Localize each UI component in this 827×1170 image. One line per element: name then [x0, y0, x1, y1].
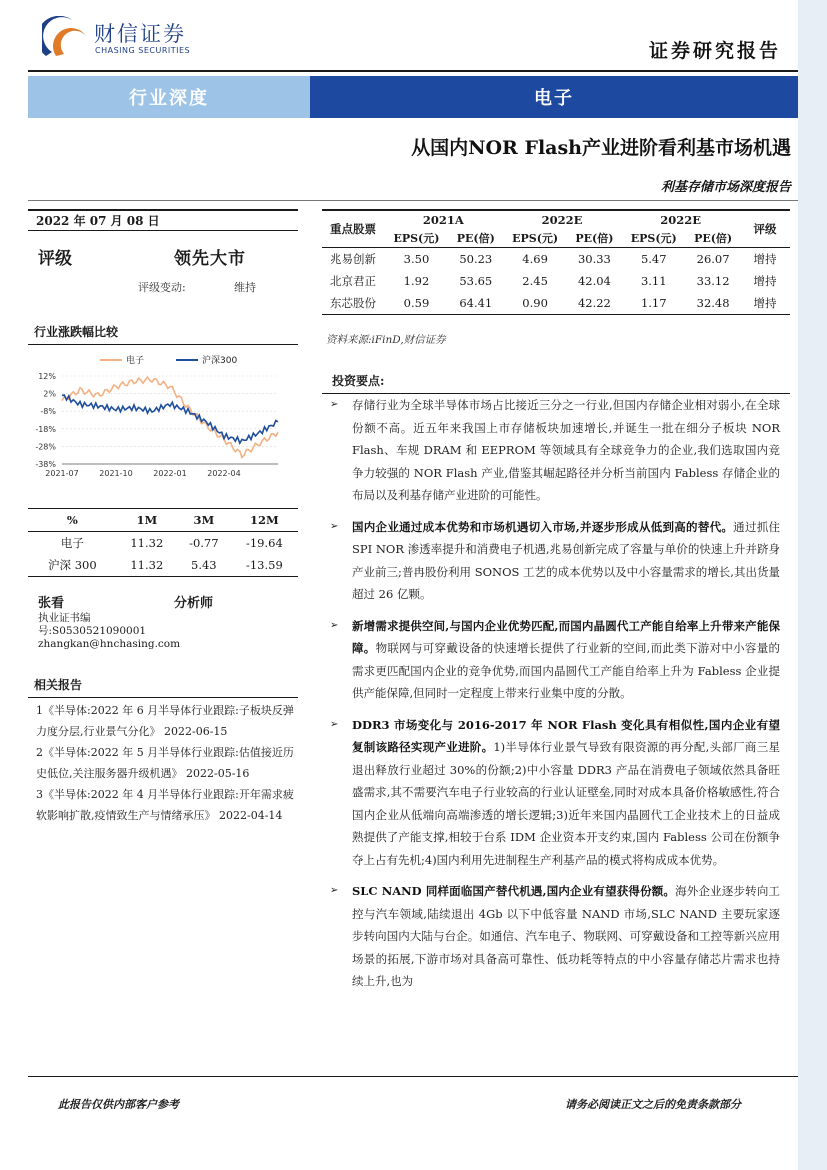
stocks-subheader: EPS(元)	[621, 229, 686, 248]
page-side-strip	[798, 0, 827, 1170]
stocks-year-header: 2022E	[503, 210, 622, 229]
x-tick-label: 2022-01	[153, 469, 187, 478]
table-row	[28, 532, 298, 555]
y-tick-label: 2%	[43, 389, 56, 399]
arrow-bullet-icon: ➢	[330, 718, 339, 730]
point-lead: 新增需求提供空间,与国内企业优势匹配,而国内晶圆代工产能自给率上升带来产能保障。	[352, 618, 780, 655]
performance-header: %	[28, 509, 117, 532]
stocks-subheader-row	[322, 229, 790, 248]
point-text: 1)半导体行业景气导致有限资源的再分配,头部厂商三星退出释放行业超过 30%的份额;2)中小容量 DDR3 产品在消费电子领域依然具备旺盛需求,其不需要汽车电子行业较高的行业认证壁垒,同时对成本具备价格敏感性,符合国内企业从低端向高端渗透的增长逻辑;3)近年来国内晶圆代工企业技术上的日益成熟提供了产能支撑,相较于台系 IDM 企业资本开支约束,国内 Fabless 公司在份额争夺上占有先机;4)国内利用先进制程生产利基产品的模式将构成成本优势。	[352, 740, 780, 867]
table-cell: 4.69	[522, 252, 548, 266]
report-subtitle: 利基存储市场深度报告	[660, 180, 791, 195]
table-cell: 3.11	[640, 274, 667, 288]
company-name-en: CHASING SECURITIES	[95, 46, 191, 55]
stocks-year-header: 2021A	[384, 210, 503, 229]
report-title: 从国内NOR Flash产业进阶看利基市场机遇	[411, 137, 791, 159]
category-band: 行业深度	[28, 76, 310, 118]
y-tick-label: -8%	[40, 407, 56, 417]
x-tick-label: 2021-10	[99, 469, 133, 478]
table-cell: 电子	[60, 536, 84, 550]
stocks-year-header: 2022E	[621, 210, 740, 229]
footer-left: 此报告仅供内部客户参考	[58, 1098, 179, 1111]
related-reports-title: 相关报告	[28, 676, 298, 698]
table-cell: 11.32	[117, 554, 177, 577]
y-tick-label: 12%	[38, 372, 56, 381]
table-cell: -13.59	[231, 554, 298, 577]
series-line-0	[62, 377, 278, 457]
point-text: 通过抓住 SPI NOR 渗透率提升和消费电子机遇,兆易创新完成了容量与单价的快速上升并跻身产业前三;普冉股份利用 SONOS 工艺的成本优势以及中小容量需求的增长,其出货量超过 26 亿颗。	[352, 519, 781, 601]
stock-name: 东芯股份	[322, 292, 384, 315]
table-cell: 30.33	[577, 252, 611, 266]
stocks-subheader: PE(倍)	[568, 229, 622, 248]
performance-header-row	[28, 509, 298, 532]
stock-name: 兆易创新	[330, 252, 376, 266]
subtitle-divider	[28, 200, 798, 201]
investment-point	[322, 615, 780, 705]
table-cell: 50.23	[459, 252, 493, 266]
analyst-cert-label: 执业证书编	[38, 612, 91, 624]
point-text: 海外企业逐步转向工控与汽车领域,陆续退出 4Gb 以下中低容量 NAND 市场,SLC NAND 主要玩家逐步转向国内大陆与台企。如通信、汽车电子、物联网、可穿戴设备和工控等新兴应用场景的拓展,下游市场对具备高可靠性、低功耗等特点的中小容量存储芯片需求也持续上升,也为	[352, 884, 780, 988]
related-report-item[interactable]: 3《半导体:2022 年 4 月半导体行业跟踪:开年需求疲软影响扩散,疫情致生产与情绪承压》 2022-04-14	[36, 788, 294, 822]
investment-title: 投资要点:	[322, 372, 790, 394]
chart-axes	[35, 372, 278, 478]
table-cell: 0.59	[384, 292, 449, 315]
stock-rating: 增持	[753, 274, 777, 288]
table-cell: 5.43	[177, 554, 231, 577]
table-cell: 64.41	[449, 292, 503, 315]
stock-rating: 增持	[753, 252, 777, 266]
arrow-bullet-icon: ➢	[330, 520, 339, 532]
stocks-subheader: EPS(元)	[503, 229, 568, 248]
x-tick-label: 2022-04	[207, 469, 241, 478]
stocks-subheader: EPS(元)	[384, 229, 449, 248]
y-tick-label: -28%	[35, 442, 56, 452]
point-lead: 国内企业通过成本优势和市场机遇切入市场,并逐步形成从低到高的替代。	[352, 519, 734, 534]
performance-header: 3M	[177, 509, 231, 532]
logo-mark-icon	[42, 16, 90, 60]
point-text: 物联网与可穿戴设备的快速增长提供了行业新的空间,而此类下游对中小容量的需求更匹配国内企业的竞争优势,而国内晶圆代工产能自给率上升为 Fabless 企业提供产能保障,但同时一定程度上带来行业集中度的分散。	[352, 641, 780, 700]
point-text: 存储行业为全球半导体市场占比接近三分之一行业,但国内存储企业相对弱小,在全球份额不高。近五年来我国上市存储板块加速增长,并诞生一批在细分子板块 NOR Flash、车规 DRAM 和 EEPROM 等领域具有全球竞争力的企业,我们选取国内竞争力较强的 NOR Flash 产业,借鉴其崛起路径并分析当前国内 Fabless 存储企业的布局以及利基存储产业进阶的可能性。	[352, 398, 780, 502]
analyst-name: 张看	[38, 596, 65, 611]
industry-band: 电子	[310, 76, 798, 118]
series-line-1	[62, 395, 278, 443]
report-date: 2022 年 07 月 08 日	[28, 209, 298, 231]
table-cell: 1.17	[621, 292, 686, 315]
footer-divider	[28, 1076, 798, 1077]
analyst-cert-number: 号:S0530521090001	[38, 625, 147, 637]
investment-point	[322, 880, 780, 993]
table-cell: 11.32	[130, 536, 164, 550]
investment-points	[322, 394, 780, 1002]
stocks-head-label: 重点股票	[322, 210, 384, 248]
table-cell: 26.07	[696, 252, 730, 266]
arrow-bullet-icon: ➢	[330, 399, 339, 410]
arrow-bullet-icon: ➢	[330, 619, 339, 631]
y-tick-label: -38%	[35, 460, 56, 469]
investment-point	[322, 714, 780, 872]
company-name: 财信证券	[94, 22, 186, 46]
table-cell: 33.12	[696, 274, 730, 288]
table-cell: 32.48	[686, 292, 740, 315]
point-lead: DDR3 市场变化与 2016-2017 年 NOR Flash 变化具有相似性,国内企业有望复制该路径实现产业进阶。	[352, 717, 780, 754]
table-cell: 53.65	[459, 274, 493, 288]
table-cell: 5.47	[640, 252, 667, 266]
rating-value: 领先大市	[174, 249, 246, 269]
rating-change-value: 维持	[234, 281, 256, 294]
rating-label: 评级	[38, 249, 72, 269]
performance-header: 1M	[117, 509, 177, 532]
x-tick-label: 2021-07	[45, 469, 79, 478]
investment-point	[322, 394, 780, 507]
analyst-block	[28, 592, 298, 651]
table-cell: -0.77	[189, 536, 219, 550]
stocks-subheader: PE(倍)	[686, 229, 740, 248]
rating-row	[28, 240, 298, 270]
footer-right: 请务必阅读正文之后的免责条款部分	[565, 1098, 741, 1111]
y-tick-label: -18%	[35, 424, 56, 434]
table-row	[322, 270, 790, 292]
related-report-item[interactable]: 1《半导体:2022 年 6 月半导体行业跟踪:子板块反弹力度分层,行业景气分化》 2022-06-15	[36, 704, 294, 738]
table-cell: 2.45	[522, 274, 548, 288]
legend-label: 电子	[126, 356, 145, 366]
rating-change-label: 评级变动:	[138, 281, 186, 294]
table-cell: 3.50	[403, 252, 430, 266]
table-cell: 0.90	[503, 292, 568, 315]
stock-rating: 增持	[740, 292, 790, 315]
stocks-subheader: PE(倍)	[449, 229, 503, 248]
chart-series	[62, 377, 278, 457]
header-divider	[28, 70, 798, 72]
table-cell: -19.64	[245, 536, 283, 550]
stocks-rating-header: 评级	[740, 210, 790, 248]
analyst-email[interactable]: zhangkan@hnchasing.com	[38, 638, 181, 650]
table-source: 资料来源:iFinD,财信证券	[326, 334, 446, 346]
legend-label: 沪深300	[202, 356, 238, 366]
table-cell: 1.92	[403, 274, 430, 288]
investment-point	[322, 516, 780, 606]
related-report-item[interactable]: 2《半导体:2022 年 5 月半导体行业跟踪:估值接近历史低位,关注服务器升级机遇》 2022-05-16	[36, 746, 294, 780]
table-row	[322, 292, 790, 315]
report-type: 证券研究报告	[648, 40, 781, 62]
chart-legend	[100, 354, 237, 366]
point-lead: SLC NAND 同样面临国产替代机遇,国内企业有望获得份额。	[352, 884, 676, 898]
table-cell: 沪深 300	[28, 554, 117, 577]
related-reports-list	[36, 700, 298, 826]
key-stocks-table	[322, 209, 790, 315]
table-cell: 42.04	[577, 274, 611, 288]
table-cell: 42.22	[568, 292, 622, 315]
performance-header: 12M	[231, 509, 298, 532]
chart-section-title: 行业涨跌幅比较	[28, 323, 298, 345]
performance-table	[28, 508, 298, 577]
stocks-year-row	[322, 210, 790, 229]
table-row	[322, 248, 790, 271]
arrow-bullet-icon: ➢	[330, 885, 339, 896]
table-row	[28, 554, 298, 577]
industry-performance-chart	[28, 348, 298, 486]
analyst-role: 分析师	[174, 596, 214, 611]
company-logo	[42, 16, 212, 60]
stock-name: 北京君正	[330, 274, 376, 288]
